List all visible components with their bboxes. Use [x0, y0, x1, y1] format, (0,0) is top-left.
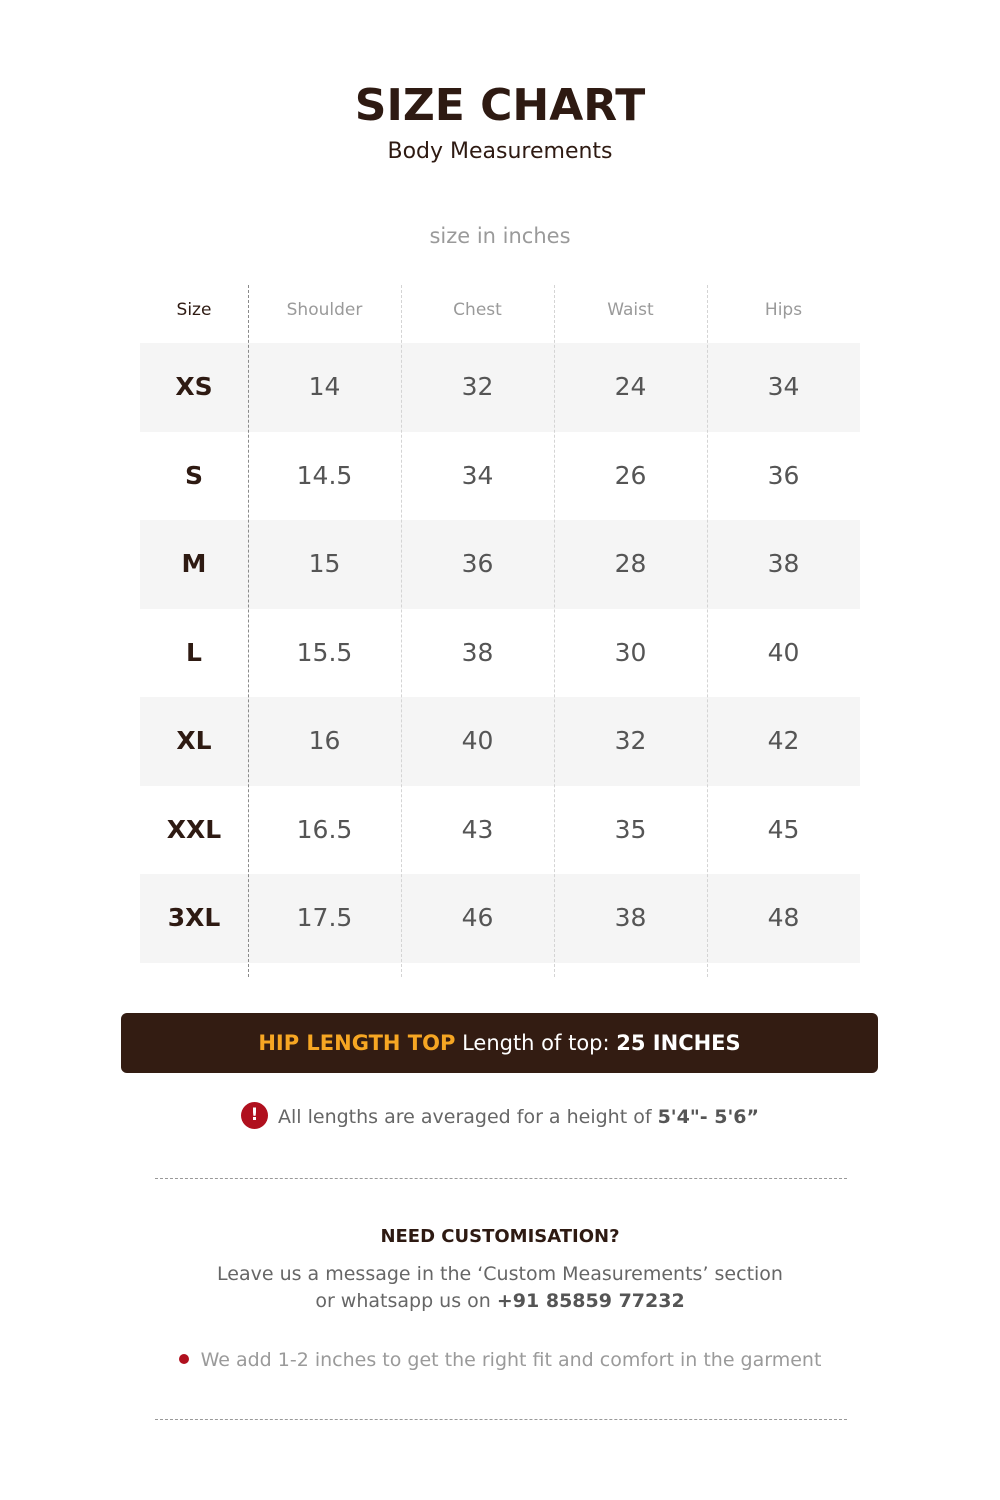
- cell-hips: 48: [767, 903, 800, 932]
- dashed-divider: [155, 1419, 847, 1420]
- cell-hips: 36: [767, 460, 800, 490]
- bullet-dot-icon: [179, 1354, 189, 1364]
- cell-shoulder: 15.5: [296, 637, 353, 667]
- whatsapp-phone-link[interactable]: +91 85859 77232: [496, 1290, 685, 1312]
- cell-size: XS: [175, 372, 213, 401]
- cell-waist: 26: [614, 460, 647, 490]
- cell-size: S: [184, 460, 203, 490]
- length-value: 25 INCHES: [616, 1031, 741, 1055]
- length-label: Length of top:: [462, 1031, 610, 1055]
- cell-size: M: [181, 549, 207, 578]
- cell-waist: 38: [614, 903, 647, 932]
- cell-chest: 36: [461, 549, 494, 578]
- cell-waist: 32: [614, 726, 647, 755]
- cell-hips: 34: [767, 372, 800, 401]
- cell-size: XXL: [166, 814, 222, 844]
- column-divider: [707, 285, 708, 977]
- column-header-waist: Waist: [607, 300, 654, 320]
- column-header-chest: Chest: [453, 300, 502, 320]
- cell-shoulder: 15: [308, 549, 341, 578]
- size-table: [140, 285, 860, 977]
- column-header-size: Size: [176, 300, 212, 320]
- dashed-divider: [155, 1178, 847, 1179]
- cell-chest: 40: [461, 726, 494, 755]
- fit-note-text: We add 1-2 inches to get the right fit and comfort in the garment: [200, 1349, 822, 1371]
- length-banner: [121, 1013, 878, 1073]
- cell-size: L: [186, 637, 202, 667]
- cell-size: 3XL: [167, 903, 221, 932]
- height-note: [0, 1104, 1000, 1131]
- cell-hips: 38: [767, 549, 800, 578]
- column-divider: [248, 285, 249, 977]
- cell-waist: 24: [614, 372, 647, 401]
- cell-waist: 28: [614, 549, 647, 578]
- fit-note: [0, 1349, 1000, 1371]
- cell-chest: 38: [461, 637, 494, 667]
- units-label: size in inches: [429, 224, 571, 248]
- customisation-line-2: [0, 1290, 1000, 1312]
- cell-chest: 32: [461, 372, 494, 401]
- cell-hips: 40: [767, 637, 800, 667]
- cell-chest: 34: [461, 460, 494, 490]
- garment-style-label: HIP LENGTH TOP: [258, 1031, 456, 1055]
- cell-shoulder: 14.5: [296, 460, 353, 490]
- customisation-line-1: Leave us a message in the ‘Custom Measurements’ section: [217, 1263, 783, 1285]
- cell-shoulder: 17.5: [296, 903, 353, 932]
- cell-size: XL: [176, 726, 212, 755]
- page-title: SIZE CHART: [354, 80, 646, 131]
- height-note-text: All lengths are averaged for a height of: [278, 1106, 652, 1128]
- page-subtitle: Body Measurements: [387, 139, 613, 164]
- cell-shoulder: 14: [308, 372, 341, 401]
- cell-waist: 30: [614, 637, 647, 667]
- whatsapp-prefix: or whatsapp us on: [315, 1290, 491, 1312]
- cell-shoulder: 16: [308, 726, 341, 755]
- column-divider: [554, 285, 555, 977]
- customisation-title: NEED CUSTOMISATION?: [380, 1226, 620, 1247]
- column-divider: [401, 285, 402, 977]
- height-range: 5'4"- 5'6”: [657, 1106, 759, 1128]
- cell-hips: 45: [767, 814, 800, 844]
- cell-hips: 42: [767, 726, 800, 755]
- cell-shoulder: 16.5: [296, 814, 353, 844]
- column-header-hips: Hips: [764, 300, 803, 320]
- column-header-shoulder: Shoulder: [286, 300, 363, 320]
- exclamation-icon: !: [241, 1102, 268, 1129]
- cell-waist: 35: [614, 814, 647, 844]
- cell-chest: 43: [461, 814, 494, 844]
- cell-chest: 46: [461, 903, 494, 932]
